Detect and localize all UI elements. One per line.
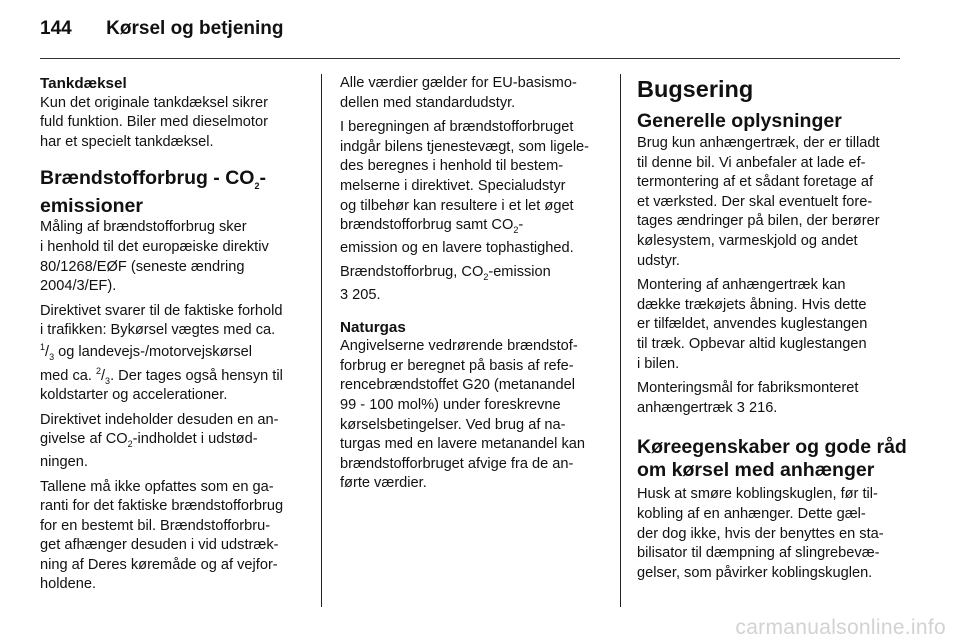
text-line: i bilen. [637, 355, 680, 372]
fraction-num: 1 [40, 342, 46, 353]
text-line: rencebrændstoffet G20 (metanandel [340, 377, 575, 394]
text-span: -indholdet i udstød- [132, 431, 258, 448]
text-line [40, 430, 304, 450]
text-line: indgår bilens tjenestevægt, som ligele- [340, 138, 590, 155]
text-line: Direktivet indeholder desuden en an- [40, 411, 279, 428]
text-line: gelser, som påvirker koblingskuglen. [637, 564, 873, 581]
naturgas-heading: Naturgas [340, 318, 406, 336]
text-line: termontering af et sådant foretage af [637, 174, 874, 191]
text-line: dellen med standardudstyr. [340, 94, 516, 111]
text-line: emission og en lavere tophastighed. [340, 239, 574, 256]
arrow-icon: 3 [340, 286, 349, 303]
page-ref-number: 216. [744, 399, 778, 416]
text-line: des beregnes i henhold til bestem- [340, 158, 564, 175]
text-span: . Der tages også hensyn til [110, 367, 283, 384]
text-line: har et specielt tankdæksel. [40, 133, 214, 150]
column-3 [637, 74, 907, 583]
text-line: til træk. Opbevar altid kuglestangen [637, 335, 867, 352]
text-line: ningen. [40, 453, 88, 470]
text-line: ranti for det faktiske brændstofforbrug [40, 498, 284, 515]
text-line: forbrug er beregnet på basis af refe- [340, 357, 574, 374]
page-reference[interactable] [637, 399, 903, 419]
subscript: 2 [127, 439, 133, 450]
text-line [340, 216, 606, 236]
text-span: anhængertræk [637, 399, 737, 416]
text-line: Kun det originale tankdæksel sikrer [40, 94, 268, 111]
text-line: bilisator til dæmpning af slingrebevæ- [637, 545, 880, 562]
subsection-heading: om kørsel med anhænger [637, 459, 875, 482]
text-line: Montering af anhængertræk kan [637, 277, 846, 294]
text-line: kørselsbetingelser. Ved brug af na- [340, 416, 566, 433]
text-line: brændstofforbruget afvige fra de an- [340, 455, 574, 472]
page-header [40, 18, 284, 48]
text-line: get afhænger desuden i vid udstræk- [40, 537, 279, 554]
text-span: - [518, 217, 524, 234]
text-line: i trafikken: Bykørsel vægtes med ca. [40, 322, 276, 339]
subscript: 2 [254, 181, 260, 192]
column-2 [340, 74, 606, 494]
text-line: udstyr. [637, 252, 680, 269]
text-line: Måling af brændstofforbrug sker [40, 219, 247, 236]
text-line: i henhold til det europæiske direktiv [40, 238, 269, 255]
column-divider [321, 74, 322, 607]
text-line: og tilbehør kan resultere i et let øget [340, 197, 574, 214]
text-line: dække trækøjets åbning. Hvis dette [637, 296, 867, 313]
text-line: der dog ikke, hvis der benyttes en sta- [637, 525, 884, 542]
subscript: 2 [483, 272, 489, 283]
subsection-heading: Køreegenskaber og gode råd [637, 436, 907, 459]
text-line: tages ændringer på bilen, der berører [637, 213, 880, 230]
text-line: melserne i direktivet. Specialudstyr [340, 177, 566, 194]
text-line: Direktivet svarer til de faktiske forhold [40, 302, 283, 319]
text-span: med ca. [40, 367, 96, 384]
text-line [340, 263, 606, 283]
arrow-icon: 3 [736, 399, 745, 416]
text-line: Alle værdier gælder for EU-basismo- [340, 75, 577, 91]
text-span: brændstofforbrug samt CO [340, 217, 514, 234]
text-span: Brændstofforbrug, CO [340, 264, 484, 281]
column-1 [40, 74, 304, 595]
fraction-num: 2 [95, 365, 101, 376]
text-line: Monteringsmål for fabriksmonteret [637, 380, 859, 397]
text-line: er tilfældet, anvendes kuglestangen [637, 316, 868, 333]
subsection-heading: Generelle oplysninger [637, 110, 842, 132]
heading-text: - [259, 167, 266, 190]
text-line: Angivelserne vedrørende brændstof- [340, 338, 578, 355]
page-ref-number: 205. [348, 286, 381, 303]
text-line: Tallene må ikke opfattes som en ga- [40, 478, 274, 495]
fuel-heading [40, 166, 304, 218]
page-number: 144 [40, 18, 72, 39]
text-span: givelse af CO [40, 431, 128, 448]
text-line: et værksted. Der skal eventuelt fore- [637, 193, 873, 210]
text-line: turgas med en lavere metanandel kan [340, 436, 586, 453]
text-line: til denne bil. Vi anbefaler at lade ef- [637, 154, 866, 171]
heading-text: Brændstofforbrug - CO [40, 167, 255, 190]
text-line: I beregningen af brændstofforbruget [340, 119, 574, 136]
text-line: førte værdier. [340, 475, 427, 492]
text-line: Husk at smøre koblingskuglen, før til- [637, 486, 878, 503]
column-divider [620, 74, 621, 607]
text-line: 2004/3/EF). [40, 278, 117, 295]
text-span: og landevejs-/motorvejskørsel [54, 343, 252, 360]
text-line: ning af Deres køremåde og af vejfor- [40, 556, 278, 573]
page-reference[interactable] [340, 286, 606, 306]
fraction-den: 3 [105, 375, 111, 386]
text-line: $^1/_3$ og landevejs-/motorvejskørsel [40, 342, 252, 362]
text-line: koldstarter og accelerationer. [40, 387, 228, 404]
page-title: Kørsel og betjening [106, 18, 284, 39]
text-line: kobling af en anhænger. Dette gæl- [637, 505, 866, 522]
text-line: 80/1268/EØF (seneste ændring [40, 258, 245, 275]
text-line: fuld funktion. Biler med dieselmotor [40, 114, 268, 131]
text-line: for en bestemt bil. Brændstofforbru- [40, 517, 271, 534]
tank-heading: Tankdæksel [40, 75, 127, 92]
heading-text: emissioner [40, 195, 143, 218]
text-line: Brug kun anhængertræk, der er tilladt [637, 135, 880, 151]
text-line: kølesystem, varmeskjold og andet [637, 232, 858, 249]
text-line: holdene. [40, 576, 96, 593]
text-line: 99 - 100 mol%) under foreskrevne [340, 396, 561, 413]
section-heading: Bugsering [637, 76, 754, 102]
text-span: -emission [488, 264, 551, 281]
watermark: carmanualsonline.info [735, 616, 946, 639]
fraction-den: 3 [49, 351, 55, 362]
header-rule [40, 58, 900, 59]
subscript: 2 [513, 225, 519, 236]
text-line: med ca. $^2/_3$. Der tages også hensyn til [40, 365, 283, 386]
